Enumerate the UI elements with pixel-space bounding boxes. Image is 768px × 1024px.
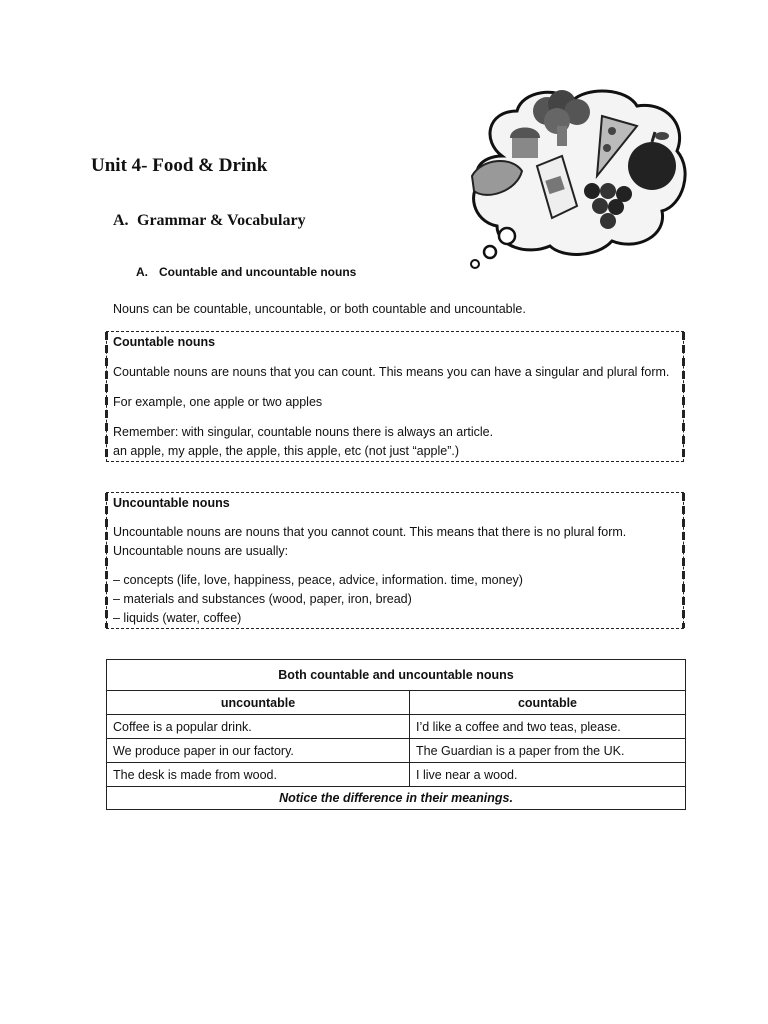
uncountable-heading: Uncountable nouns [113,496,230,510]
subsection-number: A. [136,265,148,279]
countable-remember-line1: Remember: with singular, countable nouns there is always an article. [113,425,494,439]
countable-heading: Countable nouns [113,335,216,349]
uncountable-list-item: – concepts (life, love, happiness, peace, advice, information. time, money) [113,573,523,587]
uncountable-nouns-box [106,492,684,629]
both-nouns-table [106,659,686,810]
countable-remember-line2: an apple, my apple, the apple, this apple, etc (not just “apple”.) [113,444,460,458]
food-thought-bubble-icon [462,86,694,272]
column-header-countable: countable [410,691,686,715]
subsection-heading [136,265,356,279]
table-cell: I live near a wood. [410,763,686,787]
uncountable-definition-line2: Uncountable nouns are usually: [113,544,289,558]
table-cell: We produce paper in our factory. [107,739,410,763]
intro-paragraph: Nouns can be countable, uncountable, or both countable and uncountable. [113,302,526,316]
table-title-row [107,660,686,691]
subsection-title: Countable and uncountable nouns [159,265,357,279]
table-note: Notice the difference in their meanings. [107,787,686,810]
table-row [107,739,686,763]
countable-definition: Countable nouns are nouns that you can count. This means you can have a singular and plural form. [113,365,670,379]
table-cell: Coffee is a popular drink. [107,715,410,739]
section-number: A. [113,212,129,229]
table-note-row [107,787,686,810]
table-row [107,715,686,739]
unit-title: Unit 4- Food & Drink [91,155,268,176]
section-title: Grammar & Vocabulary [137,212,306,229]
countable-nouns-box [106,331,684,462]
table-cell: I’d like a coffee and two teas, please. [410,715,686,739]
column-header-uncountable: uncountable [107,691,410,715]
uncountable-list-item: – materials and substances (wood, paper, iron, bread) [113,592,412,606]
section-heading [113,212,306,230]
table-header-row [107,691,686,715]
table-cell: The desk is made from wood. [107,763,410,787]
uncountable-definition-line1: Uncountable nouns are nouns that you cannot count. This means that there is no plural form. [113,525,627,539]
uncountable-list-item: – liquids (water, coffee) [113,611,242,625]
table-cell: The Guardian is a paper from the UK. [410,739,686,763]
table-title: Both countable and uncountable nouns [107,660,686,691]
countable-example: For example, one apple or two apples [113,395,323,409]
table-row [107,763,686,787]
